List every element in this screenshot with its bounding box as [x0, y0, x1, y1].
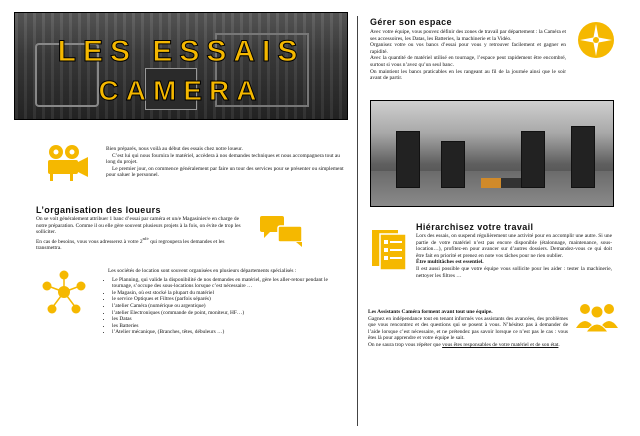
- espace-paragraph: Avec votre équipe, vous pouvez définir des zones de travail par département : la Caméra et ses accessoires, les Datas, les Batteries, la machinerie et la Vidéo.: [370, 29, 566, 42]
- photo-rack-shape: [441, 141, 465, 188]
- organisation-paragraph: En cas de besoins, vous vous adresserez à votre $2^{nd/e}$ qui regroupera les demandes et les transmettra.: [36, 236, 225, 252]
- hierarchie-paragraph: Il est aussi possible que votre équipe vous sollicite pour les aider : tester la machinerie, nettoyer les filtres …: [416, 265, 612, 279]
- list-item: • l’atelier Caméra (numérique ou argentique): [112, 303, 344, 310]
- intro-text: [106, 146, 344, 179]
- intro-paragraph: C’est lui qui nous fournira le matériel, accèdera à nos demandes techniques et nous accompagnera tout au long du projet.: [106, 152, 340, 166]
- checklist-icon: [370, 228, 408, 272]
- chat-bubbles-icon: [258, 214, 306, 248]
- hierarchie-paragraph: Lors des essais, on suspend régulièrement une activité pour en accomplir une autre. Si une partie de votre matériel n’est pas encore disponible (étalonnage, maintenance, sous-location…), profitez-en pour avancer sur d’autres dossiers. Demandez-vous ce qui doit être fait en priorité et prenez en note vos tâches pour ne rien oublier.: [416, 233, 612, 259]
- services-intro: Les sociétés de location sont souvent organisées en plusieurs départements spécialisés :: [108, 268, 297, 274]
- hierarchie-text: [416, 233, 612, 279]
- hierarchie-heading: Hiérarchisez votre travail: [416, 222, 534, 232]
- espace-paragraph: On maintient les bancs praticables en les rangeant au fil de la journée ainsi que le soir avant de partir.: [370, 68, 566, 82]
- organisation-paragraph: On se voit généralement attribuer 1 banc d’essai par caméra et un/e Magasinier/e en charge de notre préparation. Comme il ou elle gère souvent plusieurs projets à la fois, on évite de trop les solliciter.: [36, 216, 241, 236]
- intro-paragraph: Le premier jour, on commence généralement par faire un tour des services pour se présenter ou simplement pour saluer le personnel.: [106, 165, 344, 179]
- camera-film-icon: [42, 144, 96, 182]
- team-icon: [574, 300, 620, 334]
- list-item: • les Batteries: [112, 323, 344, 330]
- list-item: • l’atelier Electroniques (commande de point, moniteur, HF…): [112, 310, 344, 317]
- assistants-paragraph: Gagnez en indépendance tout en tenant informés vos assistants des avancées, des problèmes que vous rencontrez et des questions qui se posent à vous. N’hésitez pas à demander de l’aide lorsque c’est nécessaire, et ne prétendez pas savoir lorsque ce n’est pas le cas : vous êtes là pour apprendre et votre équipe le sait.: [368, 315, 568, 342]
- photo-case-shape: [501, 178, 521, 188]
- espace-heading: Gérer son espace: [370, 17, 452, 27]
- assistants-emphasis: Les Assistants Caméra forment avant tout une équipe.: [368, 309, 493, 315]
- banner-image: [14, 12, 348, 120]
- banner-title-line2: CAMERA: [98, 75, 264, 106]
- espace-paragraph: Organisez votre ou vos bancs d’essai pour vous y retrouver facilement et gagner en rapidité.: [370, 42, 566, 55]
- services-list: [104, 277, 344, 336]
- organisation-heading: L’organisation des loueurs: [36, 205, 161, 215]
- list-item: • Le Planning, qui valide la disponibilité de nos demandes en matériel, gère les aller-retour pendant le tournage, s’occupe des sous-locations lorsque c’est nécessaire …: [112, 277, 344, 290]
- banner-title-line1: LES ESSAIS: [57, 35, 305, 68]
- list-item: • le service Optiques et Filtres (parfois séparés): [112, 296, 344, 303]
- workspace-photo: [370, 100, 614, 207]
- intro-paragraph: Bien préparés, nous voilà au début des essais chez notre loueur.: [106, 146, 243, 152]
- list-item: • les Datas: [112, 316, 344, 323]
- espace-text: [370, 29, 566, 82]
- assistants-text: [368, 309, 568, 349]
- photo-rack-shape: [521, 131, 545, 188]
- photo-case-shape: [481, 178, 501, 188]
- photo-rack-shape: [396, 131, 420, 188]
- compass-rose-icon: [576, 20, 616, 60]
- hierarchie-emphasis: Être multitâches est essentiel.: [416, 259, 484, 266]
- espace-paragraph: Avec la quantité de matériel utilisé en tournage, l’espace peut rapidement être encombré, surtout si vous n’avez qu’un seul banc.: [370, 55, 566, 68]
- people-network-icon: [40, 268, 88, 316]
- list-item: • le Magasin, où est stocké la plupart du matériel: [112, 290, 344, 297]
- assistants-paragraph: On ne saura trop vous répéter que vous êtes responsables de votre matériel et de son état.: [368, 341, 560, 348]
- list-item: • l’Atelier mécanique, (Branches, têtes, débuleurs …): [112, 329, 344, 336]
- photo-rack-shape: [571, 126, 595, 188]
- column-divider: [357, 16, 358, 426]
- organisation-text: [36, 216, 248, 252]
- services-text: [104, 268, 344, 336]
